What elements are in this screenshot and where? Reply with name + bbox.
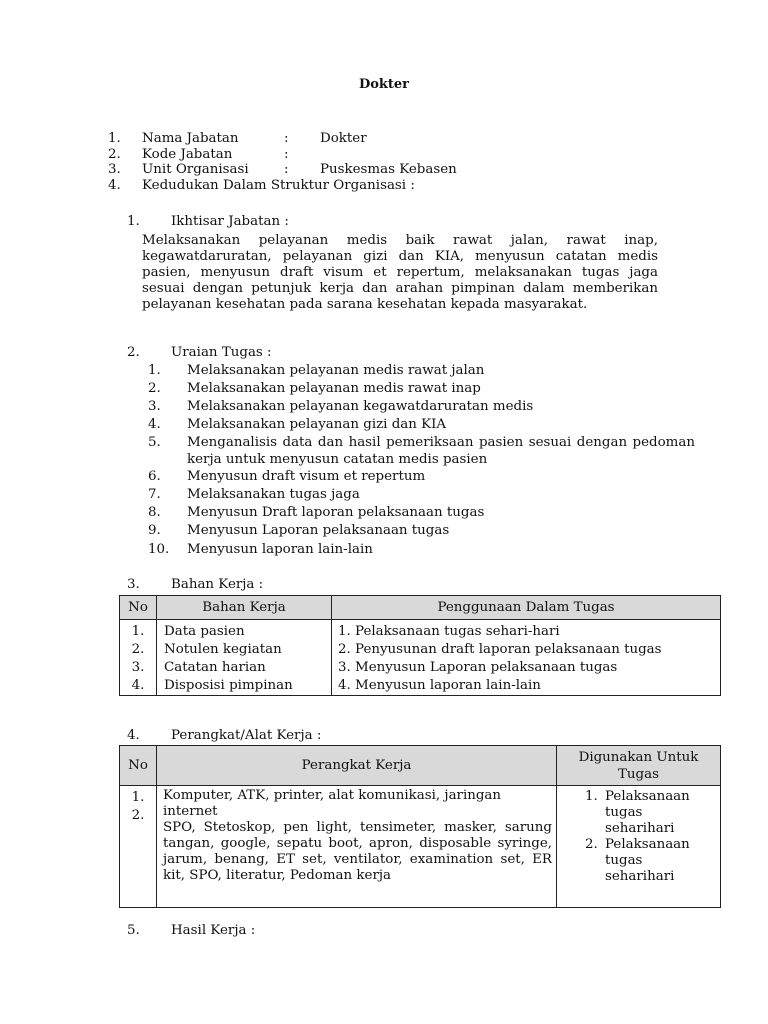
digunakan-cell bbox=[557, 786, 721, 908]
usage-number: 1. bbox=[585, 789, 598, 804]
column-header: Digunakan Untuk Tugas bbox=[557, 746, 721, 786]
row-number: 2. bbox=[131, 808, 145, 823]
task-text: Melaksanakan pelayanan kegawatdaruratan medis bbox=[187, 399, 534, 414]
bahan-item: Data pasien bbox=[164, 624, 245, 639]
bahan-item: Disposisi pimpinan bbox=[164, 678, 293, 693]
section-heading: Hasil Kerja : bbox=[171, 923, 256, 938]
penggunaan-item: 1. Pelaksanaan tugas sehari-hari bbox=[338, 624, 560, 639]
section-heading: Perangkat/Alat Kerja : bbox=[171, 728, 322, 743]
identity-label: Unit Organisasi bbox=[142, 162, 249, 177]
penggunaan-item: 4. Menyusun laporan lain-lain bbox=[338, 678, 541, 693]
penggunaan-item: 2. Penyusunan draft laporan pelaksanaan tugas bbox=[338, 642, 662, 657]
usage-text: Pelaksanaan tugas seharihari bbox=[605, 789, 690, 836]
identity-sep: : bbox=[284, 147, 289, 162]
task-text: Melaksanakan pelayanan medis rawat jalan bbox=[187, 363, 485, 378]
perangkat-kerja-table bbox=[119, 745, 721, 908]
section-number: 5. bbox=[127, 923, 140, 938]
section-heading: Bahan Kerja : bbox=[171, 577, 264, 592]
usage-text: Pelaksanaan tugas seharihari bbox=[605, 837, 690, 884]
identity-value: Puskesmas Kebasen bbox=[320, 162, 457, 177]
number-cell bbox=[120, 786, 157, 908]
identity-label: Kedudukan Dalam Struktur Organisasi : bbox=[142, 178, 415, 193]
task-number: 2. bbox=[148, 381, 161, 396]
section-number: 4. bbox=[127, 728, 140, 743]
perangkat-cell bbox=[157, 786, 557, 908]
identity-num: 3. bbox=[108, 162, 121, 177]
identity-label: Kode Jabatan bbox=[142, 147, 233, 162]
section-heading: Uraian Tugas : bbox=[171, 345, 272, 360]
identity-num: 1. bbox=[108, 131, 121, 146]
task-number: 1. bbox=[148, 363, 161, 378]
row-number: 4. bbox=[131, 678, 145, 693]
task-text: Melaksanakan tugas jaga bbox=[187, 487, 360, 502]
row-number: 3. bbox=[131, 660, 145, 675]
section-heading: Ikhtisar Jabatan : bbox=[171, 214, 289, 229]
identity-num: 2. bbox=[108, 147, 121, 162]
task-number: 5. bbox=[148, 435, 161, 450]
bahan-kerja-table bbox=[119, 595, 721, 696]
task-text: Menyusun draft visum et repertum bbox=[187, 469, 426, 484]
section-number: 2. bbox=[127, 345, 140, 360]
row-number: 2. bbox=[131, 642, 145, 657]
identity-sep: : bbox=[284, 131, 289, 146]
usage-number: 2. bbox=[585, 837, 598, 852]
task-number: 9. bbox=[148, 523, 161, 538]
perangkat-item: Komputer, ATK, printer, alat komunikasi, jaringan internet bbox=[163, 788, 502, 819]
bahan-cell bbox=[157, 620, 332, 696]
task-number: 7. bbox=[148, 487, 161, 502]
identity-sep: : bbox=[284, 162, 289, 177]
identity-label: Nama Jabatan bbox=[142, 131, 239, 146]
row-number: 1. bbox=[131, 790, 145, 805]
task-number: 8. bbox=[148, 505, 161, 520]
bahan-item: Notulen kegiatan bbox=[164, 642, 282, 657]
row-number: 1. bbox=[131, 624, 145, 639]
column-header: Perangkat Kerja bbox=[157, 746, 557, 786]
task-text: Melaksanakan pelayanan gizi dan KIA bbox=[187, 417, 447, 432]
penggunaan-cell bbox=[332, 620, 721, 696]
column-header: No bbox=[120, 596, 157, 620]
task-number: 3. bbox=[148, 399, 161, 414]
identity-value: Dokter bbox=[320, 131, 367, 146]
task-text: Menyusun Draft laporan pelaksanaan tugas bbox=[187, 505, 485, 520]
task-text: Melaksanakan pelayanan medis rawat inap bbox=[187, 381, 481, 396]
task-text: Menyusun laporan lain-lain bbox=[187, 542, 373, 557]
penggunaan-item: 3. Menyusun Laporan pelaksanaan tugas bbox=[338, 660, 618, 675]
perangkat-item: SPO, Stetoskop, pen light, tensimeter, masker, sarung tangan, google, sepatu boot, apron, disposable syringe, jarum, benang, ET set, ventilator, examination set, ER kit, SPO, literatur, Pedoman kerja bbox=[163, 820, 552, 883]
column-header: Penggunaan Dalam Tugas bbox=[332, 596, 721, 620]
identity-num: 4. bbox=[108, 178, 121, 193]
task-number: 6. bbox=[148, 469, 161, 484]
column-header: Bahan Kerja bbox=[157, 596, 332, 620]
bahan-item: Catatan harian bbox=[164, 660, 266, 675]
usage-entry bbox=[557, 837, 720, 885]
task-number: 10. bbox=[148, 542, 170, 557]
section-number: 1. bbox=[127, 214, 140, 229]
task-text: Menyusun Laporan pelaksanaan tugas bbox=[187, 523, 450, 538]
task-number: 4. bbox=[148, 417, 161, 432]
section-number: 3. bbox=[127, 577, 140, 592]
ikhtisar-paragraph: Melaksanakan pelayanan medis baik rawat jalan, rawat inap, kegawatdaruratan, pelayanan gizi dan KIA, menyusun catatan medis pasien, menyusun draft visum et repertum, melaksanakan tugas jaga sesuai dengan petunjuk kerja dan arahan pimpinan dalam memberikan pelayanan kesehatan pada sarana kesehatan kepada masyarakat. bbox=[142, 233, 658, 312]
column-header: No bbox=[120, 746, 157, 786]
usage-entry bbox=[557, 789, 720, 837]
task-text: Menganalisis data dan hasil pemeriksaan pasien sesuai dengan pedoman kerja untuk menyusun catatan medis pasien bbox=[187, 435, 695, 467]
page-title: Dokter bbox=[358, 77, 410, 92]
number-cell bbox=[120, 620, 157, 696]
